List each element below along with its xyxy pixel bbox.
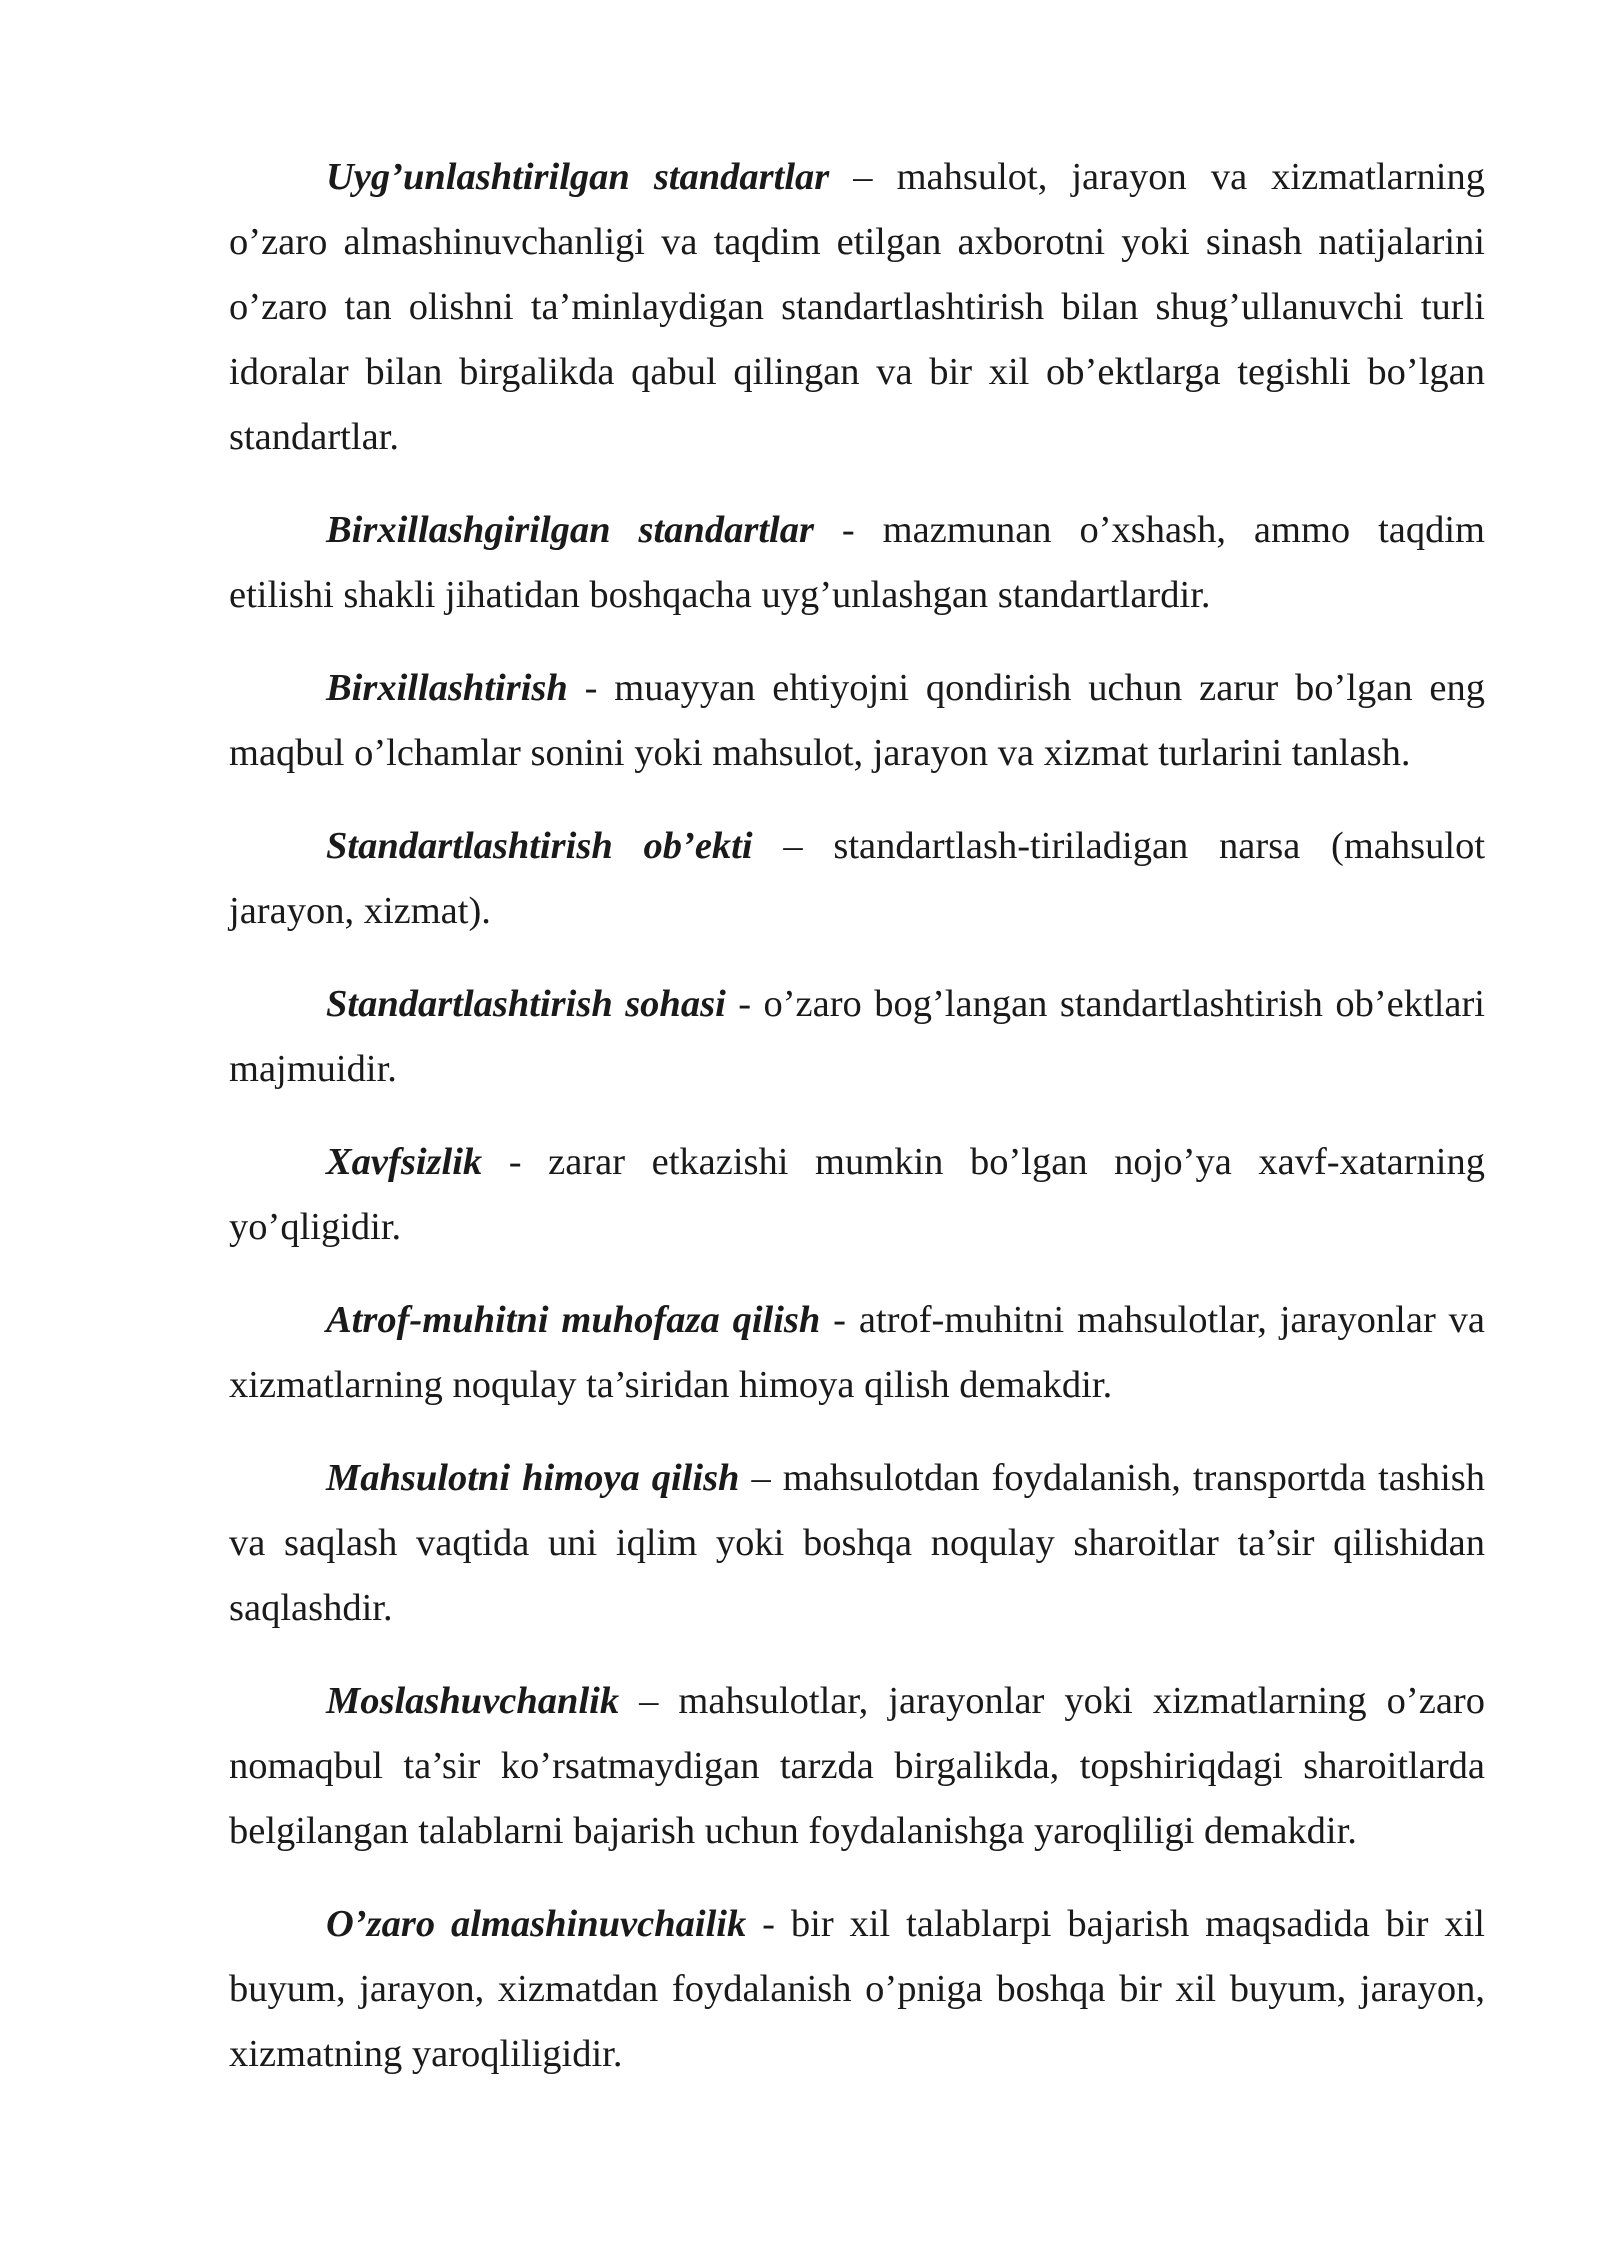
term: Moslashuvchanlik xyxy=(326,1680,620,1722)
separator: – xyxy=(829,156,873,198)
term: Atrof-muhitni muhofaza qilish xyxy=(326,1299,821,1341)
term: Xavfsizlik xyxy=(326,1141,483,1183)
definition-text: bir xil talablarpi bajarish maqsadida bir xil buyum, jarayon, xizmatdan foydalanish o’pniga boshqa bir xil buyum, jarayon, xizmatning yaroqliligidir. xyxy=(229,1903,1485,2075)
definition-text: standartlash-tiriladigan narsa (mahsulot jarayon, xizmat). xyxy=(229,825,1486,932)
term: Standartlashtirish sohasi xyxy=(326,983,726,1025)
definition-text: mahsulotdan foydalanish, transportda tashish va saqlash vaqtida uni iqlim yoki boshqa noqulay sharoitlar ta’sir qilishidan saqlashdir. xyxy=(229,1457,1486,1629)
term: Birxillashgirilgan standartlar xyxy=(326,509,814,551)
definition-paragraph xyxy=(229,145,1485,470)
definition-paragraph xyxy=(229,656,1485,786)
separator: – xyxy=(752,825,803,867)
separator: - xyxy=(725,983,752,1025)
term: Standartlashtirish ob’ekti xyxy=(326,825,753,867)
definition-text: mahsulotlar, jarayonlar yoki xizmatlarning o’zaro nomaqbul ta’sir ko’rsatmaydigan tarzda birgalikda, topshiriqdagi sharoitlarda belgilangan talablarni bajarish uchun foydalanishga yaroqliligi demakdir. xyxy=(229,1680,1486,1852)
term: O’zaro almashinuvchailik xyxy=(326,1903,747,1945)
definition-paragraph xyxy=(229,814,1485,944)
definition-paragraph xyxy=(229,972,1485,1102)
definition-paragraph xyxy=(229,1446,1485,1641)
separator: - xyxy=(746,1903,775,1945)
document-page xyxy=(229,145,1485,2115)
definition-text: zarar etkazishi mumkin bo’lgan nojo’ya xavf-xatarning yo’qligidir. xyxy=(229,1141,1485,1248)
definition-paragraph xyxy=(229,1892,1485,2087)
definition-text: mahsulot, jarayon va xizmatlarning o’zaro almashinuvchanligi va taqdim etilgan axborotni yoki sinash natijalarini o’zaro tan olishni ta’minlaydigan standartlashtirish bilan shug’ullanuvchi turli idoralar bilan birgalikda qabul qilingan va bir xil ob’ektlarga tegishli bo’lgan standartlar. xyxy=(229,156,1485,458)
separator: – xyxy=(739,1457,771,1499)
separator: – xyxy=(619,1680,659,1722)
definition-paragraph xyxy=(229,1130,1485,1260)
term: Uyg’unlashtirilgan standartlar xyxy=(326,156,830,198)
separator: - xyxy=(482,1141,522,1183)
separator: - xyxy=(820,1299,846,1341)
definition-text: o’zaro bog’langan standartlashtirish ob’ektlari majmuidir. xyxy=(229,983,1485,1090)
definition-text: atrof-muhitni mahsulotlar, jarayonlar va xizmatlarning noqulay ta’siridan himoya qilish demakdir. xyxy=(229,1299,1485,1406)
definition-text: muayyan ehtiyojni qondirish uchun zarur bo’lgan eng maqbul o’lchamlar sonini yoki mahsulot, jarayon va xizmat turlarini tanlash. xyxy=(229,667,1486,774)
definition-paragraph xyxy=(229,498,1485,628)
definition-paragraph xyxy=(229,1288,1485,1418)
definition-paragraph xyxy=(229,1669,1485,1864)
definition-text: mazmunan o’xshash, ammo taqdim etilishi shakli jihatidan boshqacha uyg’unlashgan standartlardir. xyxy=(229,509,1485,616)
term: Birxillashtirish xyxy=(326,667,568,709)
term: Mahsulotni himoya qilish xyxy=(326,1457,740,1499)
separator: - xyxy=(813,509,855,551)
separator: - xyxy=(567,667,598,709)
